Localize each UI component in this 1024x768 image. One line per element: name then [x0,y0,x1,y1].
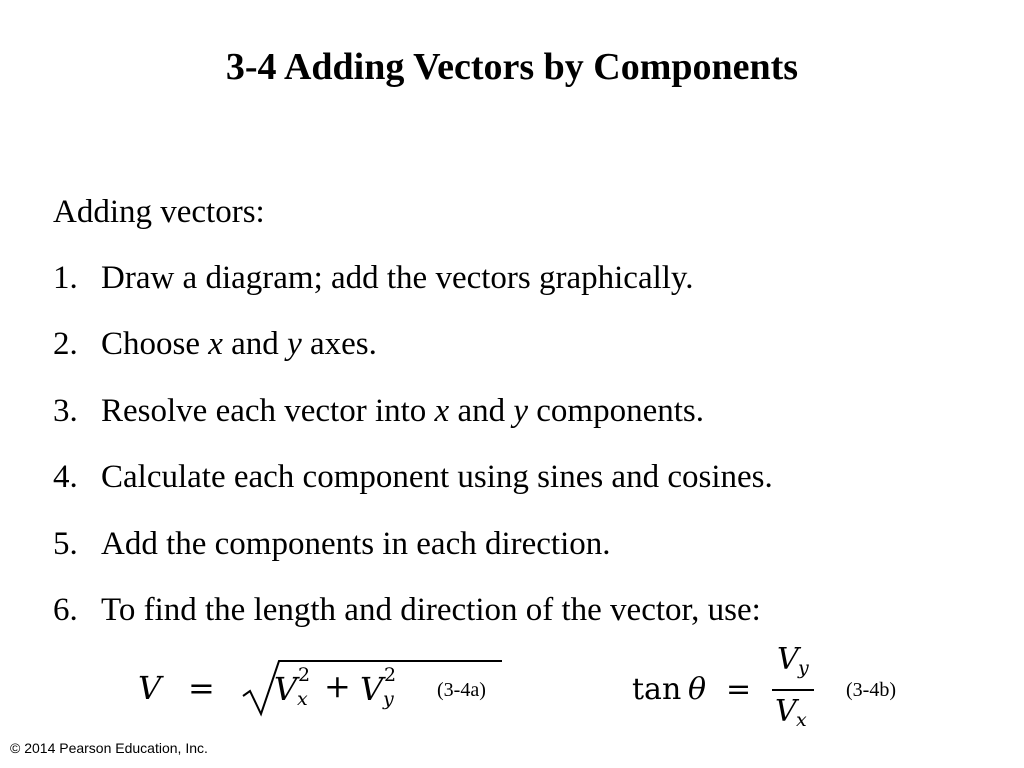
steps-list [53,256,773,654]
eq-a-term2-sub: y [383,688,394,710]
eq-a-lhs: V [138,669,162,707]
step-number: 4. [53,459,78,496]
step-text: axes. [301,326,377,363]
step-3 [53,389,773,455]
step-6 [53,588,773,654]
step-text: Resolve each vector into [101,392,435,429]
step-number: 6. [53,591,78,628]
eq-a-equals: = [188,669,215,707]
copyright-footer: © 2014 Pearson Education, Inc. [10,740,208,756]
step-text: Choose [101,326,209,363]
slide-title: 3-4 Adding Vectors by Components [225,46,799,88]
eq-a-term2-base: V [360,670,384,708]
step-2 [53,322,773,388]
step-text: Calculate each component using sines and cosines. [101,459,773,496]
intro-text: Adding vectors: [53,194,265,230]
step-text: Draw a diagram; add the vectors graphically. [101,260,694,296]
step-5 [53,522,773,588]
equation-tag-3-4a: (3-4a) [437,679,486,701]
step-text: To find the length and direction of the vector, use: [101,591,761,628]
fraction-bar [772,689,814,691]
step-1 [53,256,773,322]
eq-a-plus: + [324,667,351,705]
eq-b-func: tan [632,672,682,707]
step-text: and [222,326,288,363]
eq-b-numerator-base: V [777,642,799,677]
eq-a-term2-sup: 2 [384,664,397,686]
eq-b-equals: = [726,672,752,707]
eq-a-term1-sup: 2 [298,664,311,686]
eq-b-denominator-base: V [775,694,797,729]
step-text: and [449,392,514,429]
italic-y: y [287,326,302,363]
eq-b-numerator-sub: y [798,657,809,679]
eq-b-angle: θ [688,672,707,707]
italic-x: x [208,326,223,363]
italic-x: x [434,392,450,429]
eq-a-term1-base: V [274,670,298,708]
eq-a-term1-sub: x [297,688,308,710]
step-number: 2. [53,326,78,363]
step-text: components. [528,392,704,429]
eq-b-denominator-sub: x [796,709,807,731]
step-text: Add the components in each direction. [101,525,611,562]
step-4 [53,455,773,521]
equation-tag-3-4b: (3-4b) [846,679,896,701]
step-number: 5. [53,525,78,562]
step-number: 3. [53,392,78,429]
italic-y: y [513,392,529,429]
step-number: 1. [53,260,78,296]
